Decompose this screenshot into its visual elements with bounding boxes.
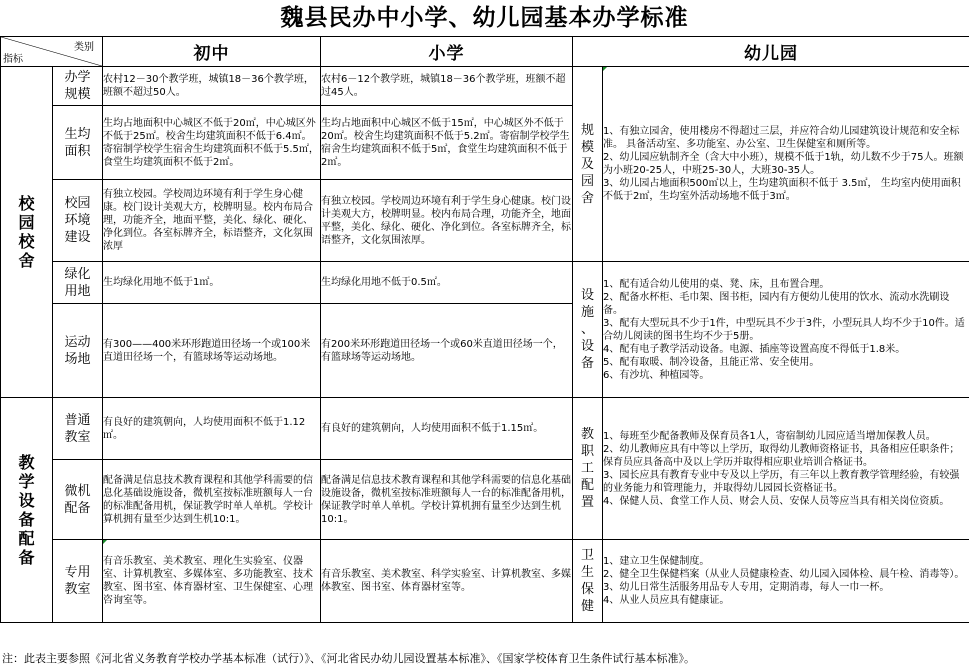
middle-greening-text: 生均绿化用地不低于1㎡。	[103, 262, 321, 304]
indicator-sports: 运动 场地	[53, 304, 103, 398]
corner-header-cell	[1, 37, 103, 67]
kinder-facility-label: 设 施 、 设 备	[573, 262, 603, 398]
kinder-health-label: 卫 生 保 健	[573, 540, 603, 623]
primary-environment-text: 有独立校园。学校周边环境有利于学生身心健康。校门设计美观大方，校牌明显。校内布局合理，功能齐全，地面平整，美化、绿化、硬化、净化到位。各室标牌齐全，标语整齐，文化氛围浓厚。	[321, 180, 573, 262]
header-kindergarten: 幼儿园	[573, 37, 969, 67]
indicator-scale: 办学 规模	[53, 67, 103, 106]
indicator-computer: 微机 配备	[53, 460, 103, 540]
kinder-facility-text: 1、配有适合幼儿使用的桌、凳、床，且布置合理。 2、配备水杯柜、毛巾架、图书柜，园内有方便幼儿使用的饮水、流动水洗刷设备。 3、配有大型玩具不少于1件，中型玩具不少于3件，小型玩具人均不少于10件。适合幼儿阅读的图书生均不少于5册。 4、配有电子教学活动设备。电源、插座等设置高度不得低于1.8米。 5、配有取暖、制冷设备，且能正常、安全使用。 6、有沙坑、种植园等。	[603, 262, 969, 398]
corner-category-label: 类别	[74, 42, 94, 53]
kinder-health-text: 1、建立卫生保健制度。 2、健全卫生保健档案（从业人员健康检查、幼儿园入园体检、晨午检、消毒等）。 3、幼儿日常生活服务用品专人专用，定期消毒，每人一巾一杯。 4、从业人员应具有健康证。	[603, 540, 969, 623]
primary-special-rooms-text: 有音乐教室、美术教室、科学实验室、计算机教室、多媒体教室、图书室、体育器材室等。	[321, 540, 573, 623]
kinder-staff-label: 教 职 工 配 置	[573, 398, 603, 540]
header-middle-school: 初中	[103, 37, 321, 67]
primary-greening-text: 生均绿化用地不低于0.5㎡。	[321, 262, 573, 304]
kinder-scale-text: 1、有独立园舍，使用楼房不得超过三层，并应符合幼儿园建筑设计规范和安全标准。 具备活动室、多功能室、办公室、卫生保健室和厕所等。 2、幼儿园应轨制齐全（含大中小班），规模不低于1轨，幼儿数不少于75人。班额为小班20-25人，中班25-30人，大班30-35人。 3、幼儿园占地面积500㎡以上，生均建筑面积不低于 3.5㎡， 生均室内使用面积不低于2㎡，生均室外活动场地不低于3㎡。	[603, 67, 969, 262]
header-primary-school: 小学	[321, 37, 573, 67]
middle-computer-text: 配备满足信息技术教育课程和其他学科需要的信息化基础设施设备，微机室按标准班额每人一台的标准配备用机，保证教学时单人单机。学校计算机拥有量至少达到生机10:1。	[103, 460, 321, 540]
standards-table	[0, 36, 969, 623]
middle-scale-text: 农村12－30个教学班，城镇18－36个教学班，班额不超过50人。	[103, 67, 321, 106]
middle-special-rooms-text: 有音乐教室、美术教室、理化生实验室、仪器室、计算机教室、多媒体室、多功能教室、技术教室、图书室、体育器材室、卫生保健室、心理咨询室等。	[103, 540, 321, 623]
primary-area-text: 生均占地面积中心城区不低于15㎡，中心城区外不低于20㎡。校舍生均建筑面积不低于5.2㎡。寄宿制学校学生宿舍生均建筑面积不低于5㎡，食堂生均建筑面积不低于2㎡。	[321, 106, 573, 180]
category-equipment: 教 学 设 备 配 备	[1, 398, 53, 623]
middle-environment-text: 有独立校园。学校周边环境有利于学生身心健康。校门设计美观大方，校牌明显。校内布局合理，功能齐全，地面平整，美化、绿化、硬化、净化到位。各室标牌齐全，标语整齐，文化氛围浓厚	[103, 180, 321, 262]
middle-classroom-text: 有良好的建筑朝向，人均使用面积不低于1.12㎡。	[103, 398, 321, 460]
primary-sports-text: 有200米环形跑道田径场一个或60米直道田径场一个，有篮球场等运动场地。	[321, 304, 573, 398]
page-title: 魏县民办中小学、幼儿园基本办学标准	[280, 5, 689, 31]
middle-area-text: 生均占地面积中心城区不低于20㎡，中心城区外不低于25㎡。校舍生均建筑面积不低于6.4㎡。寄宿制学校学生宿舍生均建筑面积不低于5.5㎡，食堂生均建筑面积不低于2㎡。	[103, 106, 321, 180]
kinder-scale-label: 规 模 及 园 舍	[573, 67, 603, 262]
primary-computer-text: 配备满足信息技术教育课程和其他学科需要的信息化基础设施设备，微机室按标准班额每人一台的标准配备用机，保证教学时单人单机。学校计算机拥有量至少达到生机10:1。	[321, 460, 573, 540]
table-row	[1, 398, 969, 460]
table-row	[1, 540, 969, 623]
middle-sports-text: 有300——400米环形跑道田径场一个或100米直道田径场一个，有篮球场等运动场地。	[103, 304, 321, 398]
indicator-greening: 绿化 用地	[53, 262, 103, 304]
indicator-environment: 校园 环境 建设	[53, 180, 103, 262]
table-row	[1, 262, 969, 304]
footnote: 注：此表主要参照《河北省义务教育学校办学基本标准（试行）》、《河北省民办幼儿园设置基本标准》、《国家学校体育卫生条件试行基本标准》。	[2, 652, 695, 665]
kinder-staff-text: 1、每班至少配备教师及保育员各1人，寄宿制幼儿园应适当增加保教人员。 2、幼儿教师应具有中等以上学历，取得幼儿教师资格证书，具备相应任职条件；保育员应具备高中及以上学历并取得相应职业培训合格证书。 3、园长应具有教育专业中专及以上学历，有三年以上教育教学管理经验，有较强的业务能力和管理能力，并取得幼儿园园长资格证书。 4、保健人员、食堂工作人员、财会人员、安保人员等应当具有相关岗位资质。	[603, 398, 969, 540]
table-header-row	[1, 37, 969, 67]
corner-indicator-label: 指标	[3, 54, 23, 65]
category-campus: 校 园 校 舍	[1, 67, 53, 398]
indicator-special-rooms: 专用 教室	[53, 540, 103, 623]
table-row	[1, 67, 969, 106]
primary-scale-text: 农村6－12个教学班，城镇18－36个教学班，班额不超过45人。	[321, 67, 573, 106]
primary-classroom-text: 有良好的建筑朝向，人均使用面积不低于1.15㎡。	[321, 398, 573, 460]
indicator-classroom: 普通 教室	[53, 398, 103, 460]
indicator-area: 生均 面积	[53, 106, 103, 180]
